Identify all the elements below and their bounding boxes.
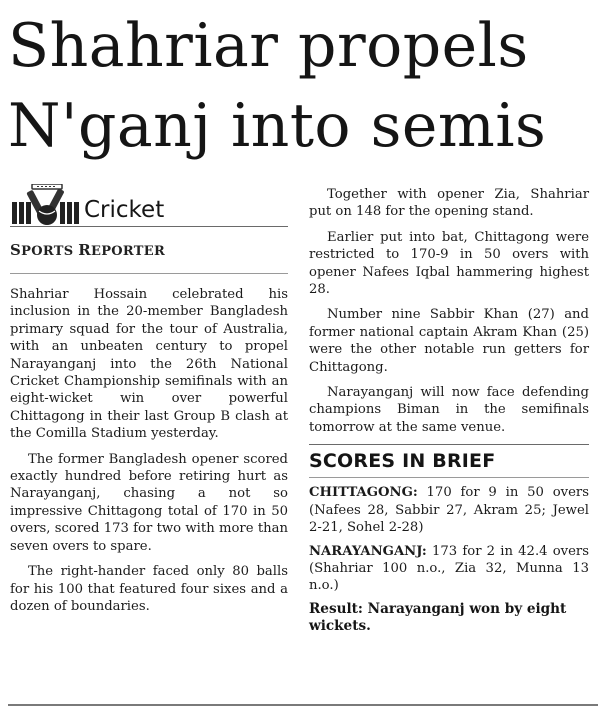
brief-title-rule — [309, 477, 589, 478]
brief-result: Result: Narayanganj won by eight wickets. — [309, 600, 567, 635]
brief-narayanganj-text: 173 for 2 in 42.4 overs (Shahriar 100 n.o., Zia 32, Munna 13 n.o.) — [309, 543, 589, 594]
byline-rest-1: PORTS — [21, 244, 79, 259]
section-label: Cricket — [84, 197, 165, 223]
byline — [10, 241, 288, 261]
article-body-left — [10, 286, 288, 615]
brief-chittagong-text: 170 for 9 in 50 overs (Nafees 28, Sabbir 27, Akram 25; Jewel 2-21, Sohel 2-28) — [309, 485, 589, 536]
section-tag — [10, 184, 288, 226]
article-paragraph: Number nine Sabbir Khan (27) and former national captain Akram Khan (25) were the other notable run getters for Chittagong. — [309, 307, 589, 375]
brief-narayanganj — [309, 543, 589, 595]
article-paragraph: Earlier put into bat, Chittagong were restricted to 170-9 in 50 overs with opener Nafees Iqbal hammering highest 28. — [309, 229, 589, 298]
cricket-bat-ball-icon — [10, 184, 82, 226]
left-column — [10, 184, 288, 623]
byline-initial-2: R — [78, 241, 91, 259]
article-paragraph: The former Bangladesh opener scored exactly hundred before retiring hurt as Narayanganj, chasing a not so impressive Chittagong total of 170 in 50 overs, scored 173 for two with more than seven overs to spare. — [10, 451, 288, 554]
brief-chittagong-label: CHITTAGONG: — [309, 485, 418, 501]
headline-line-1: Shahriar propels — [8, 11, 529, 81]
byline-initial-1: S — [10, 241, 22, 259]
bottom-rule — [8, 704, 598, 706]
brief-chittagong — [309, 484, 589, 536]
right-column — [309, 186, 589, 636]
headline-line-2: N'ganj into semis — [8, 91, 547, 161]
section-rule — [10, 226, 288, 227]
byline-rest-2: EPORTER — [91, 244, 166, 259]
article-paragraph: Narayanganj will now face defending champions Biman in the semifinals tomorrow at the same venue. — [309, 385, 589, 435]
byline-rule — [10, 273, 288, 274]
article-paragraph: Shahriar Hossain celebrated his inclusion in the 20-member Bangladesh primary squad for the tour of Australia, with an unbeaten century to propel Narayanganj into the 26th National Cricket Championship semifinals with an eight-wicket win over powerful Chittagong in their last Group B clash at the Comilla Stadium yesterday. — [10, 287, 288, 442]
article-body-right — [309, 186, 589, 436]
article-paragraph: The right-hander faced only 80 balls for his 100 that featured four sixes and a dozen of boundaries. — [10, 564, 288, 614]
brief-title: SCORES IN BRIEF — [309, 450, 496, 473]
headline — [8, 6, 598, 166]
brief-narayanganj-label: NARAYANGANJ: — [309, 543, 427, 559]
article-paragraph: Together with opener Zia, Shahriar put on 148 for the opening stand. — [309, 187, 589, 220]
brief-rule — [309, 444, 589, 445]
